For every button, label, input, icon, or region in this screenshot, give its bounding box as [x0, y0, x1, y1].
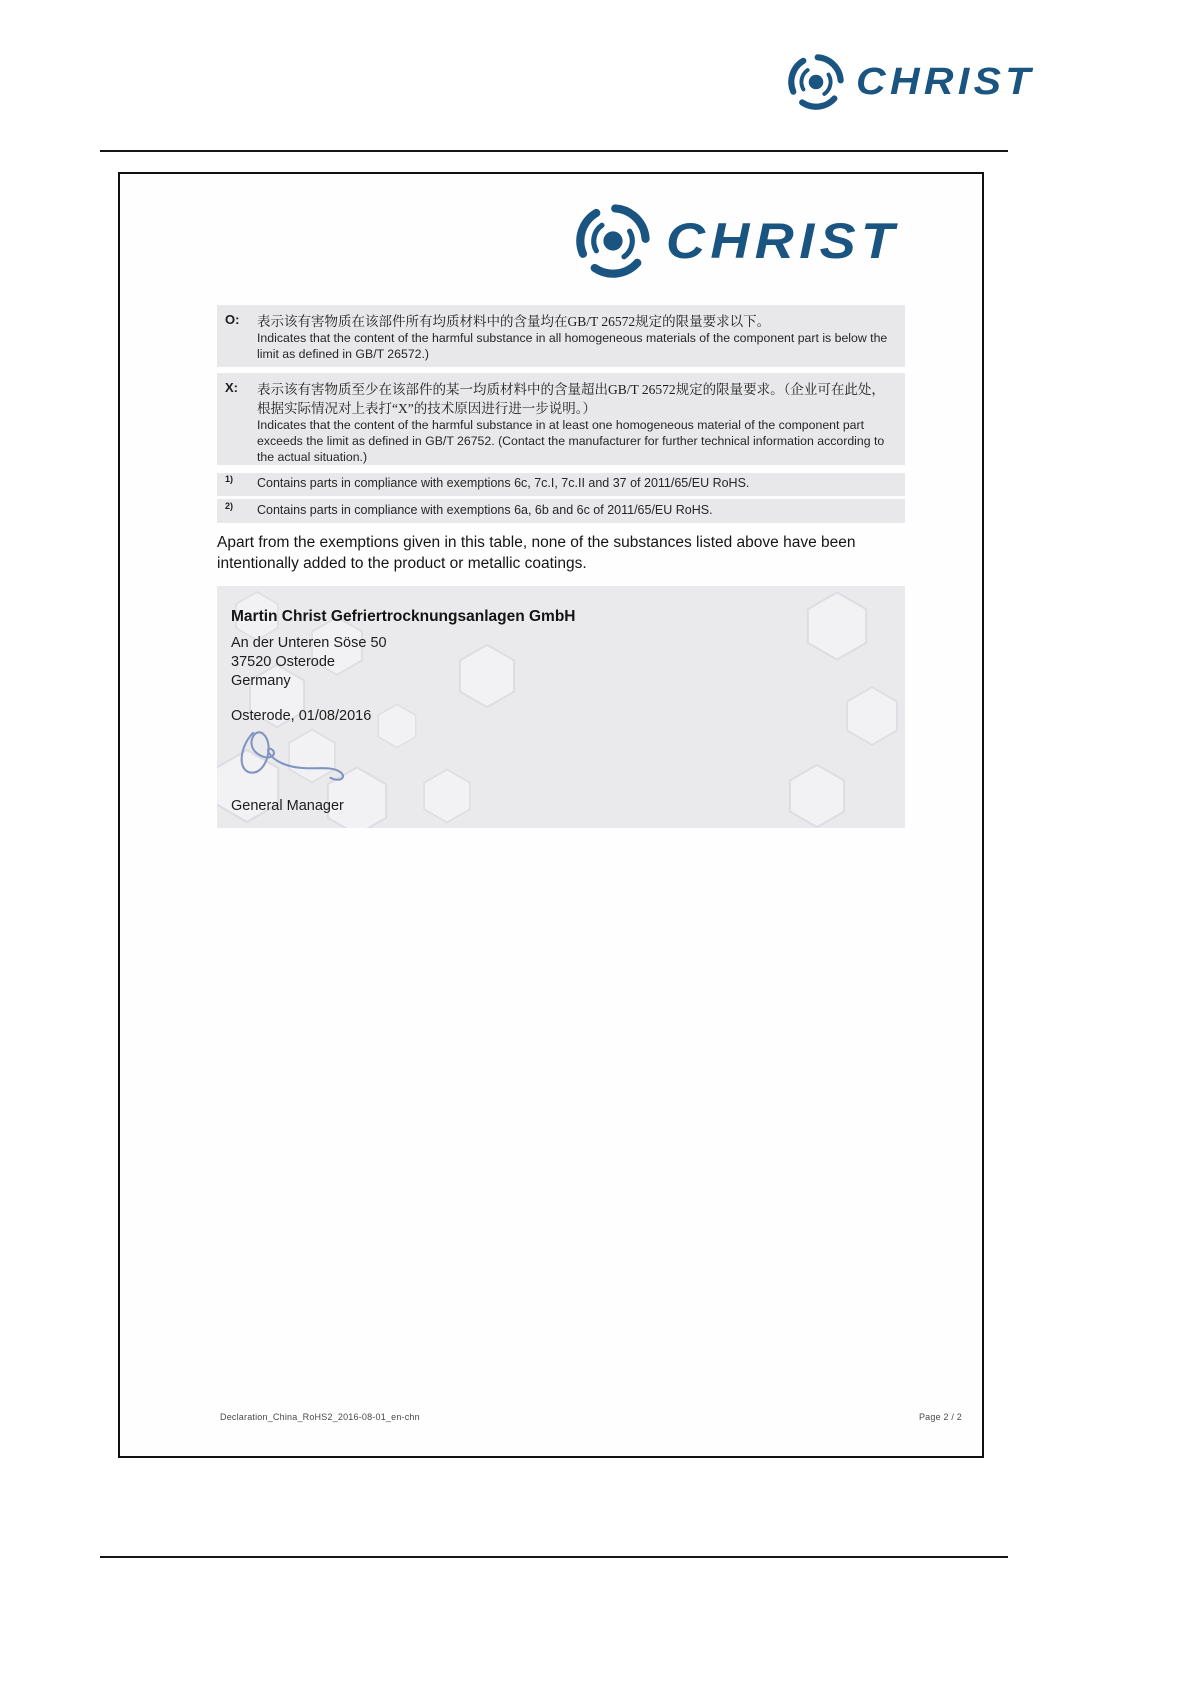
company-address	[231, 634, 387, 691]
footnote-text-2: Contains parts in compliance with exemptions 6a, 6b and 6c of 2011/65/EU RoHS.	[257, 503, 713, 517]
swirl-icon	[576, 204, 650, 278]
signatory-role: General Manager	[231, 798, 344, 814]
legend-texts-o	[257, 312, 895, 363]
legend-row-o	[217, 305, 905, 367]
footnote-row-2	[217, 499, 905, 523]
exemption-statement: Apart from the exemptions given in this table, none of the substances listed above have been intentionally added to the product or metallic coatings.	[217, 534, 856, 573]
swirl-icon	[788, 54, 844, 110]
footer-page-number: Page 2 / 2	[918, 1412, 962, 1422]
place-date: Osterode, 01/08/2016	[231, 708, 372, 724]
footnote-row-1	[217, 473, 905, 496]
legend-texts-x	[257, 380, 895, 465]
legend-symbol-o: O:	[225, 312, 240, 327]
legend-o-chinese: 表示该有害物质在该部件所有均质材料中的含量均在GB/T 26572规定的限量要求以下。	[257, 314, 771, 329]
brand-wordmark: CHRIST	[856, 60, 1035, 103]
legend-symbol-x: X:	[225, 380, 238, 395]
header-divider	[100, 150, 1008, 152]
company-name: Martin Christ Gefriertrocknungsanlagen GmbH	[231, 608, 576, 625]
brand-wordmark: CHRIST	[666, 213, 900, 269]
legend-x-english: Indicates that the content of the harmful substance in at least one homogeneous material of the component part exceeds the limit as defined in GB/T 26752. (Contact the manufacturer for further technical information according to the actual situation.)	[257, 418, 885, 465]
footer-filename: Declaration_China_RoHS2_2016-08-01_en-chn	[220, 1412, 420, 1422]
header-brand-logo	[788, 54, 1035, 110]
footnote-marker-2: 2)	[225, 501, 234, 511]
address-line: Germany	[231, 673, 291, 689]
document-frame	[118, 172, 984, 1458]
address-line: An der Unteren Söse 50	[231, 635, 387, 651]
legend-o-english: Indicates that the content of the harmful substance in all homogeneous materials of the component part is below the limit as defined in GB/T 26572.)	[257, 331, 888, 362]
footnote-marker-1: 1)	[225, 474, 234, 484]
document-brand-logo	[576, 204, 900, 278]
legend-row-x	[217, 373, 905, 465]
company-signature-panel	[217, 586, 905, 828]
signature-scribble	[219, 722, 379, 794]
document-footer	[220, 1412, 962, 1422]
address-line: 37520 Osterode	[231, 654, 335, 670]
footer-divider	[100, 1556, 1008, 1558]
footnote-text-1: Contains parts in compliance with exemptions 6c, 7c.I, 7c.II and 37 of 2011/65/EU RoHS.	[257, 476, 750, 490]
legend-x-chinese: 表示该有害物质至少在该部件的某一均质材料中的含量超出GB/T 26572规定的限量要求。（企业可在此处，根据实际情况对上表打“X”的技术原因进行进一步说明。）	[257, 382, 885, 417]
